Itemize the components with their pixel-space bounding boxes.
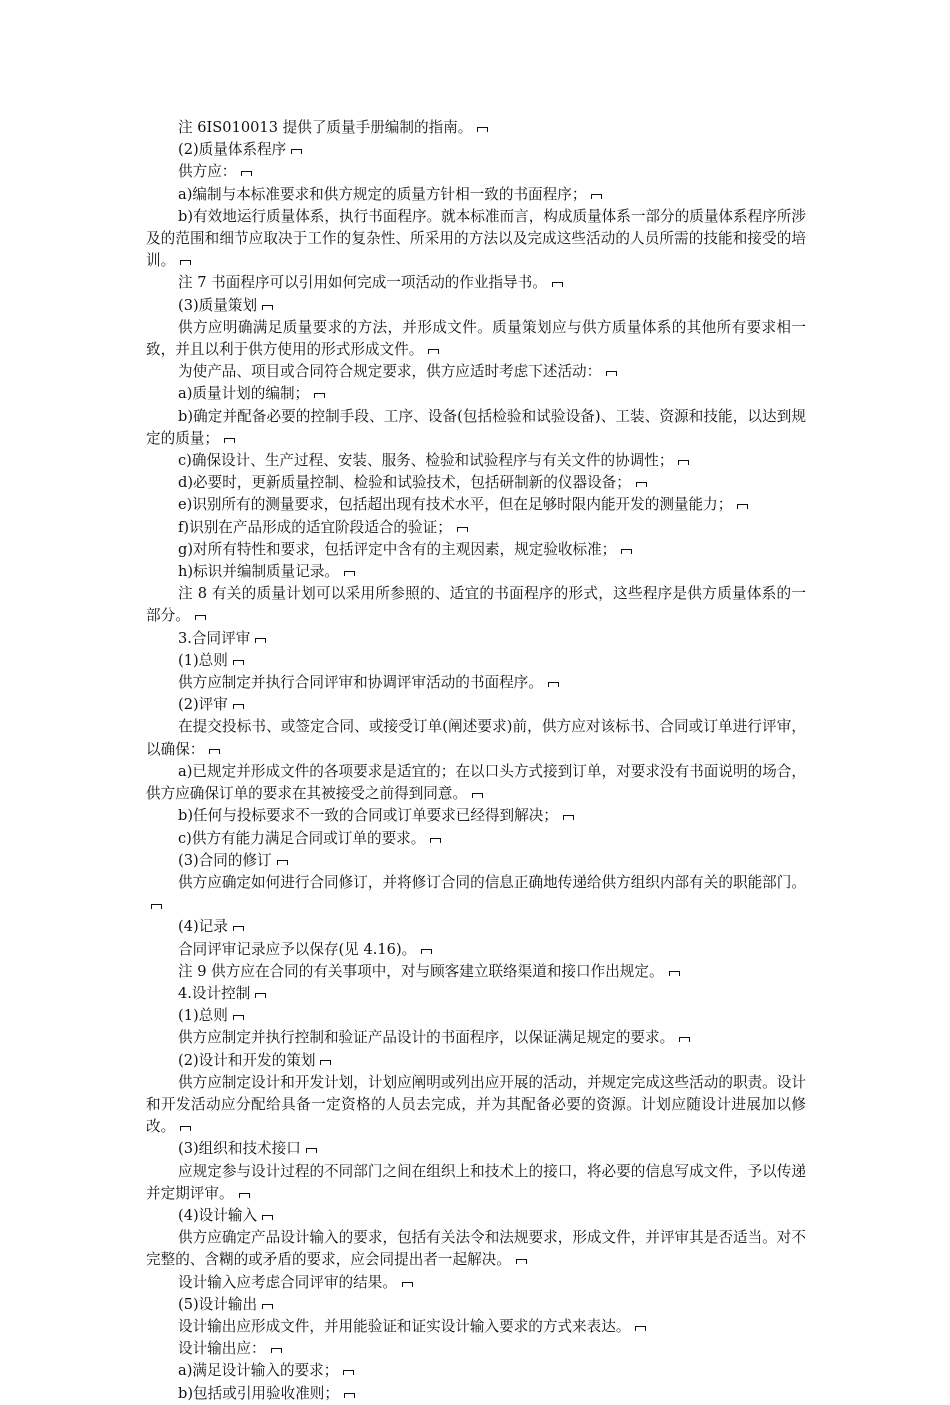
paragraph [146, 1138, 806, 1160]
paragraph-text: 供方应制定并执行控制和验证产品设计的书面程序，以保证满足规定的要求。 [178, 1029, 675, 1047]
paragraph [146, 161, 806, 183]
paragraph [146, 494, 806, 516]
paragraph [146, 1383, 806, 1405]
paragraph-mark-icon [590, 192, 603, 200]
paragraph-mark-icon [223, 436, 236, 444]
paragraph [146, 1227, 806, 1271]
paragraph-text: (2)设计和开发的策划 [178, 1051, 316, 1069]
paragraph-text: (4)设计输入 [178, 1206, 258, 1224]
paragraph-text: (1)总则 [178, 1007, 228, 1025]
paragraph-mark-icon [261, 303, 274, 311]
paragraph [146, 983, 806, 1005]
paragraph-text: (1)总则 [178, 651, 228, 669]
paragraph [146, 317, 806, 361]
paragraph [146, 561, 806, 583]
paragraph-text: 供方应确定产品设计输入的要求，包括有关法令和法规要求，形成文件，并评审其是否适当。对不完整的、含糊的或矛盾的要求，应会同提出者一起解决。 [146, 1229, 806, 1269]
paragraph [146, 1050, 806, 1072]
paragraph-text: 供方应制定设计和开发计划，计划应阐明或列出应开展的活动，并规定完成这些活动的职责。设计和开发活动应分配给具备一定资格的人员去完成，并为其配备必要的资源。计划应随设计进展加以修改。 [146, 1073, 806, 1136]
paragraph-mark-icon [342, 1368, 355, 1376]
paragraph-text: 供方应明确满足质量要求的方法，并形成文件。质量策划应与供方质量体系的其他所有要求相一致，并且以利于供方使用的形式形成文件。 [146, 318, 806, 359]
paragraph [146, 828, 806, 850]
paragraph-text: 为使产品、项目或合同符合规定要求，供方应适时考虑下述活动： [178, 363, 602, 381]
paragraph-mark-icon [208, 747, 221, 755]
paragraph-text: d)必要时，更新质量控制、检验和试验技术，包括研制新的仪器设备； [178, 474, 631, 492]
paragraph-mark-icon [343, 569, 356, 577]
paragraph-text: 供方应： [178, 163, 237, 181]
paragraph-text: 4.设计控制 [178, 984, 251, 1002]
paragraph-text: c)确保设计、生产过程、安装、服务、检验和试验程序与有关文件的协调性； [178, 452, 674, 470]
paragraph-mark-icon [547, 680, 560, 688]
paragraph [146, 472, 806, 494]
paragraph-mark-icon [319, 1058, 332, 1066]
paragraph-mark-icon [605, 369, 618, 377]
paragraph-mark-icon [551, 280, 564, 288]
paragraph [146, 872, 806, 916]
paragraph-mark-icon [270, 1346, 283, 1354]
paragraph-text: (3)质量策划 [178, 296, 258, 314]
paragraph-text: 设计输入应考虑合同评审的结果。 [178, 1273, 397, 1291]
paragraph-text: h)标识并编制质量记录。 [178, 563, 340, 581]
paragraph [146, 1338, 806, 1360]
paragraph-text: 设计输出应： [178, 1340, 266, 1358]
paragraph-text: b)有效地运行质量体系，执行书面程序。就本标准而言，构成质量体系一部分的质量体系程序所涉及的范围和细节应取决于工作的复杂性、所采用的方法以及完成这些活动的人员所需的技能和接受的培训。 [146, 207, 806, 270]
paragraph-mark-icon [401, 1280, 414, 1288]
paragraph-mark-icon [677, 458, 690, 466]
paragraph [146, 850, 806, 872]
paragraph [146, 1027, 806, 1049]
paragraph [146, 628, 806, 650]
paragraph-text: b)包括或引用验收准则； [178, 1384, 339, 1402]
paragraph-text: (2)质量体系程序 [178, 141, 287, 159]
paragraph-mark-icon [427, 347, 440, 355]
paragraph-text: 3.合同评审 [178, 629, 251, 647]
paragraph [146, 1161, 806, 1205]
paragraph [146, 1294, 806, 1316]
paragraph-text: a)已规定并形成文件的各项要求是适宜的；在以口头方式接到订单，对要求没有书面说明的场合，供方应确保订单的要求在其被接受之前得到同意。 [146, 762, 806, 803]
paragraph [146, 1360, 806, 1382]
paragraph-text: a)满足设计输入的要求； [178, 1362, 339, 1380]
paragraph [146, 1072, 806, 1139]
paragraph-text: 供方应制定并执行合同评审和协调评审活动的书面程序。 [178, 674, 543, 692]
paragraph-text: 供方应确定如何进行合同修订，并将修订合同的信息正确地传递给供方组织内部有关的职能部门。 [178, 873, 806, 891]
paragraph-text: 注 6IS010013 提供了质量手册编制的指南。 [178, 119, 473, 136]
paragraph-mark-icon [620, 547, 633, 555]
paragraph-text: e)识别所有的测量要求，包括超出现有技术水平，但在足够时限内能开发的测量能力； [178, 496, 733, 514]
paragraph-text: a)编制与本标准要求和供方规定的质量方针相一致的书面程序； [178, 185, 587, 203]
paragraph-mark-icon [194, 613, 207, 621]
paragraph-mark-icon [240, 169, 253, 177]
paragraph [146, 761, 806, 805]
paragraph-mark-icon [634, 1324, 647, 1332]
paragraph-mark-icon [254, 991, 267, 999]
paragraph-mark-icon [238, 1191, 251, 1199]
paragraph-text: 注 7 书面程序可以引用如何完成一项活动的作业指导书。 [178, 274, 547, 292]
paragraph-mark-icon [429, 836, 442, 844]
paragraph [146, 139, 806, 161]
paragraph [146, 1272, 806, 1294]
paragraph-mark-icon [635, 480, 648, 488]
paragraph-text: 注 8 有关的质量计划可以采用所参照的、适宜的书面程序的形式，这些程序是供方质量体系的一部分。 [146, 585, 806, 625]
paragraph-mark-icon [261, 1302, 274, 1310]
paragraph [146, 517, 806, 539]
paragraph-mark-icon [179, 258, 192, 266]
paragraph [146, 716, 806, 760]
paragraph [146, 672, 806, 694]
paragraph [146, 295, 806, 317]
paragraph-text: (3)组织和技术接口 [178, 1140, 301, 1158]
paragraph [146, 805, 806, 827]
paragraph-mark-icon [179, 1124, 192, 1132]
paragraph-mark-icon [343, 1391, 356, 1399]
paragraph-text: f)识别在产品形成的适宜阶段适合的验证； [178, 518, 452, 536]
paragraph-mark-icon [232, 924, 245, 932]
paragraph [146, 1316, 806, 1338]
paragraph-text: a)质量计划的编制； [178, 385, 310, 403]
paragraph [146, 206, 806, 273]
paragraph-text: 合同评审记录应予以保存(见 4.16)。 [178, 940, 417, 958]
paragraph [146, 272, 806, 294]
paragraph-mark-icon [305, 1146, 318, 1154]
paragraph [146, 184, 806, 206]
paragraph-mark-icon [420, 947, 433, 955]
paragraph-mark-icon [232, 702, 245, 710]
paragraph [146, 361, 806, 383]
paragraph [146, 406, 806, 450]
paragraph-mark-icon [150, 902, 163, 910]
paragraph-mark-icon [254, 636, 267, 644]
paragraph [146, 383, 806, 405]
paragraph [146, 939, 806, 961]
paragraph-text: 在提交投标书、或签定合同、或接受订单(阐述要求)前，供方应对该标书、合同或订单进行评审，以确保： [146, 718, 806, 758]
paragraph [146, 916, 806, 938]
paragraph-text: 设计输出应形成文件，并用能验证和证实设计输入要求的方式来表达。 [178, 1317, 631, 1335]
paragraph-mark-icon [261, 1213, 274, 1221]
paragraph-mark-icon [515, 1257, 528, 1265]
paragraph [146, 583, 806, 627]
paragraph [146, 694, 806, 716]
paragraph-mark-icon [562, 813, 575, 821]
paragraph [146, 1005, 806, 1027]
paragraph-text: b)确定并配备必要的控制手段、工序、设备(包括检验和试验设备)、工装、资源和技能，以达到规定的质量； [146, 407, 806, 447]
paragraph-mark-icon [678, 1035, 691, 1043]
paragraph [146, 450, 806, 472]
paragraph [146, 650, 806, 672]
paragraph-mark-icon [456, 525, 469, 533]
paragraph-mark-icon [668, 969, 681, 977]
paragraph-mark-icon [232, 658, 245, 666]
paragraph [146, 1205, 806, 1227]
paragraph-mark-icon [476, 125, 489, 133]
document-body [146, 117, 806, 1405]
paragraph-text: (2)评审 [178, 696, 228, 714]
paragraph [146, 117, 806, 139]
paragraph-mark-icon [232, 1013, 245, 1021]
paragraph-mark-icon [471, 791, 484, 799]
paragraph-mark-icon [736, 502, 749, 510]
paragraph-text: (5)设计输出 [178, 1295, 258, 1313]
paragraph-text: (4)记录 [178, 918, 228, 936]
paragraph-text: 应规定参与设计过程的不同部门之间在组织上和技术上的接口，将必要的信息写成文件，予以传递并定期评审。 [146, 1162, 806, 1202]
paragraph-text: (3)合同的修订 [178, 851, 272, 869]
paragraph-text: g)对所有特性和要求，包括评定中含有的主观因素，规定验收标准； [178, 540, 617, 558]
paragraph [146, 961, 806, 983]
paragraph [146, 539, 806, 561]
paragraph-mark-icon [313, 391, 326, 399]
paragraph-text: c)供方有能力满足合同或订单的要求。 [178, 829, 426, 847]
paragraph-mark-icon [276, 858, 289, 866]
paragraph-text: 注 9 供方应在合同的有关事项中，对与顾客建立联络渠道和接口作出规定。 [178, 962, 664, 980]
paragraph-text: b)任何与投标要求不一致的合同或订单要求已经得到解决； [178, 807, 558, 825]
paragraph-mark-icon [290, 147, 303, 155]
